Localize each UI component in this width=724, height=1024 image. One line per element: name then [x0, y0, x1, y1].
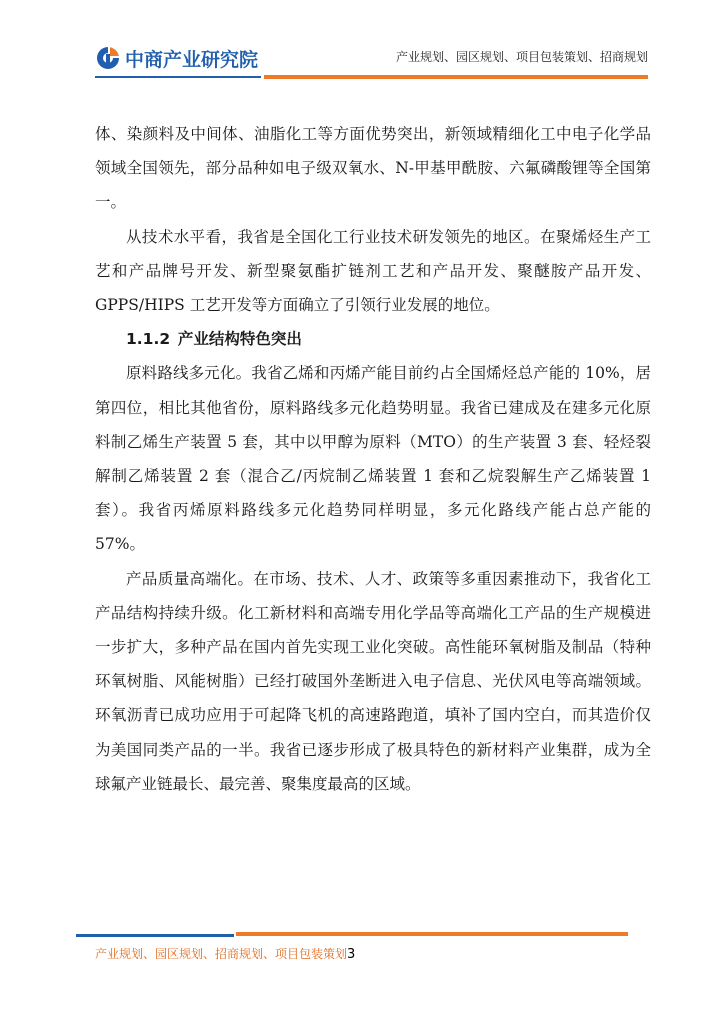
footer-tagline: 产业规划、园区规划、招商规划、项目包装策划: [95, 947, 348, 961]
brand-logo: [95, 43, 258, 73]
section-heading: [95, 322, 651, 356]
paragraph-continued: 体、染颜料及中间体、油脂化工等方面优势突出，新领域精细化工中电子化学品领域全国领先，部分品种如电子级双氧水、N-甲基甲酰胺、六氟磷酸锂等全国第一。: [95, 125, 651, 212]
header-divider-blue: [95, 76, 261, 78]
page-footer: [95, 945, 355, 962]
document-body: [95, 117, 651, 801]
paragraph-product-quality: 产品质量高端化。在市场、技术、人才、政策等多重因素推动下，我省化工产品结构持续升级。化工新材料和高端专用化学品等高端化工产品的生产规模进一步扩大，多种产品在国内首先实现工业化突破。高性能环氧树脂及制品（特种环氧树脂、风能树脂）已经打破国外垄断进入电子信息、光伏风电等高端领域。环氧沥青已成功应用于可起降飞机的高速路跑道，填补了国内空白，而其造价仅为美国同类产品的一半。我省已逐步形成了极具特色的新材料产业集群，成为全球氟产业链最长、最完善、聚集度最高的区域。: [95, 569, 651, 793]
logo-text: 中商产业研究院: [125, 48, 259, 71]
logo-icon: [95, 45, 121, 71]
footer-divider-blue: [76, 934, 234, 937]
page-number: 3: [347, 947, 356, 962]
header-tagline: 产业规划、园区规划、项目包装策划、招商规划: [395, 50, 648, 64]
paragraph-technology: 从技术水平看，我省是全国化工行业技术研发领先的地区。在聚烯烃生产工艺和产品牌号开发、新型聚氨酯扩链剂工艺和产品开发、聚醚胺产品开发、GPPS/HIPS 工艺开发等方面确立了引领行业发展的地位。: [95, 227, 651, 315]
section-title: 产业结构特色突出: [177, 330, 302, 349]
paragraph-raw-materials: 原料路线多元化。我省乙烯和丙烯产能目前约占全国烯烃总产能的 10%，居第四位，相比其他省份，原料路线多元化趋势明显。我省已建成及在建多元化原料制乙烯生产装置 5 套，其中以甲醇为原料（MTO）的生产装置 3 套、轻烃裂解制乙烯装置 2 套（混合乙/丙烷制乙烯装置 1 套和乙烷裂解生产乙烯装置 1 套）。我省丙烯原料路线多元化趋势同样明显，多元化路线产能占总产能的 57%。: [95, 364, 651, 554]
footer-divider-orange: [236, 932, 628, 936]
header-divider-orange: [264, 75, 648, 79]
page-header: [0, 0, 724, 80]
section-number: 1.1.2: [126, 330, 171, 349]
